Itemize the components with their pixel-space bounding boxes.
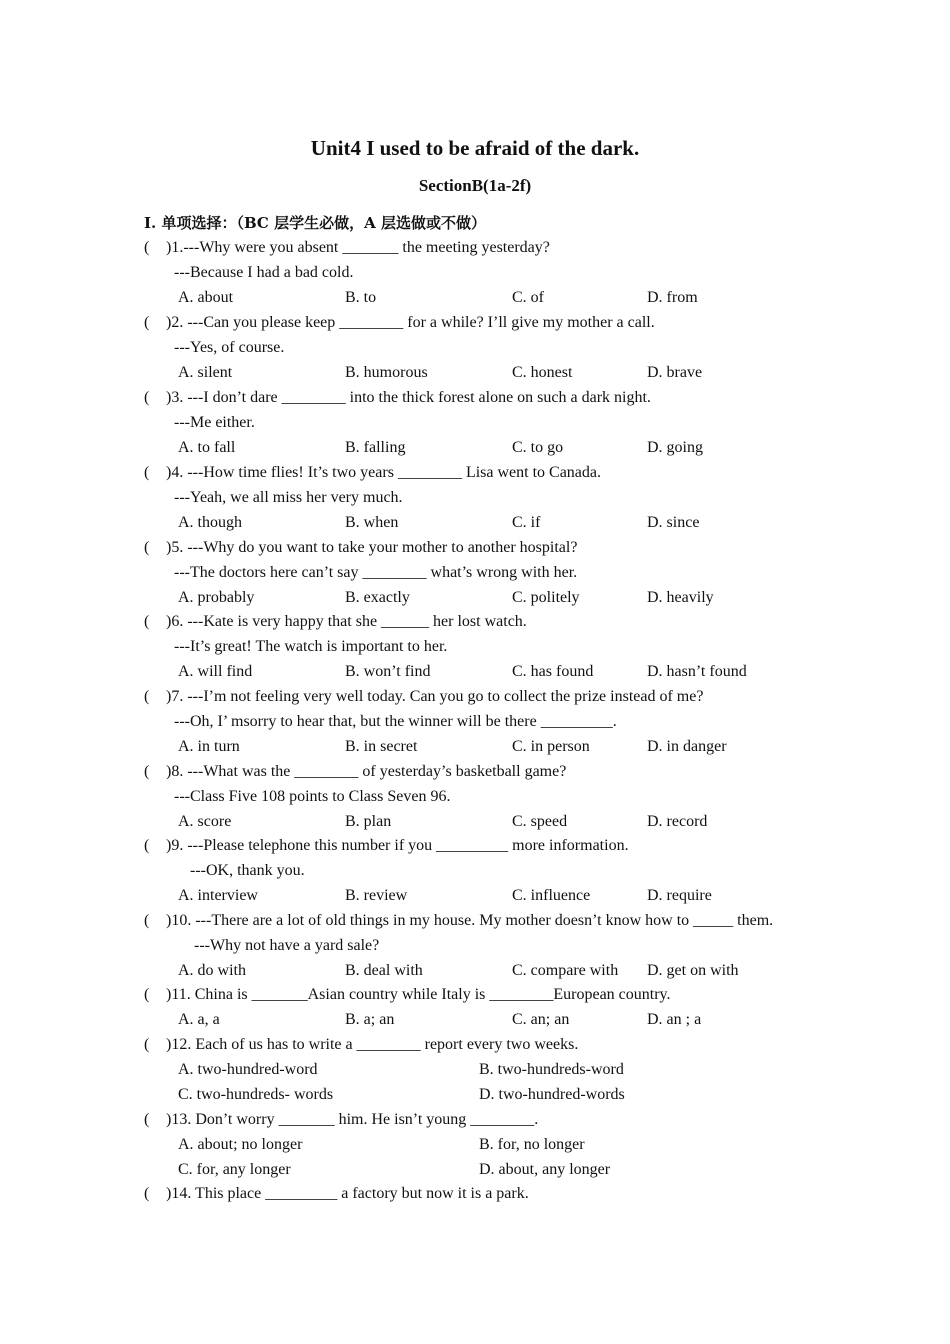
option-a[interactable]: A. to fall <box>178 439 236 456</box>
reply-text: ---Class Five 108 points to Class Seven 96. <box>174 788 451 805</box>
options-row <box>0 884 950 908</box>
question-stem <box>0 909 950 933</box>
options-row <box>0 1083 950 1107</box>
option-b[interactable]: B. plan <box>345 813 392 830</box>
option-c[interactable]: C. politely <box>512 589 580 606</box>
question-text: )5. ---Why do you want to take your mother to another hospital? <box>166 539 578 556</box>
question-reply <box>0 486 950 510</box>
answer-paren[interactable]: ( <box>144 539 150 556</box>
option-c[interactable]: C. to go <box>512 439 564 456</box>
question-reply <box>0 635 950 659</box>
reply-text: ---The doctors here can’t say ________ what’s wrong with her. <box>174 564 578 581</box>
question-text: )14. This place _________ a factory but now it is a park. <box>166 1185 529 1202</box>
options-row <box>0 660 950 684</box>
option-b[interactable]: B. falling <box>345 439 406 456</box>
option-d[interactable]: D. going <box>647 439 703 456</box>
option-c[interactable]: C. two-hundreds- words <box>178 1086 334 1103</box>
option-a[interactable]: A. in turn <box>178 738 240 755</box>
question-text: )4. ---How time flies! It’s two years ________ Lisa went to Canada. <box>166 464 602 481</box>
question-stem <box>0 610 950 634</box>
options-row <box>0 1133 950 1157</box>
option-b[interactable]: B. for, no longer <box>479 1136 585 1153</box>
option-c[interactable]: C. has found <box>512 663 594 680</box>
option-d[interactable]: D. two-hundred-words <box>479 1086 625 1103</box>
question-reply <box>0 785 950 809</box>
question-text: )6. ---Kate is very happy that she ______ her lost watch. <box>166 613 527 630</box>
question-reply <box>0 710 950 734</box>
question-stem <box>0 685 950 709</box>
option-c[interactable]: C. of <box>512 289 544 306</box>
question-stem <box>0 1108 950 1132</box>
question-text: )3. ---I don’t dare ________ into the thick forest alone on such a dark night. <box>166 389 651 406</box>
question-stem <box>0 311 950 335</box>
answer-paren[interactable]: ( <box>144 986 150 1003</box>
option-c[interactable]: C. if <box>512 514 541 531</box>
options-row <box>0 735 950 759</box>
options-row <box>0 810 950 834</box>
option-a[interactable]: A. interview <box>178 887 258 904</box>
answer-paren[interactable]: ( <box>144 1036 150 1053</box>
answer-paren[interactable]: ( <box>144 912 150 929</box>
option-b[interactable]: B. two-hundreds-word <box>479 1061 624 1078</box>
answer-paren[interactable]: ( <box>144 1111 150 1128</box>
answer-paren[interactable]: ( <box>144 763 150 780</box>
option-b[interactable]: B. in secret <box>345 738 418 755</box>
option-b[interactable]: B. deal with <box>345 962 423 979</box>
option-b[interactable]: B. won’t find <box>345 663 431 680</box>
reply-text: ---OK, thank you. <box>190 862 305 879</box>
option-d[interactable]: D. since <box>647 514 700 531</box>
answer-paren[interactable]: ( <box>144 837 150 854</box>
option-d[interactable]: D. record <box>647 813 708 830</box>
question-text: )8. ---What was the ________ of yesterday’s basketball game? <box>166 763 567 780</box>
question-reply <box>0 859 950 883</box>
question-text: )13. Don’t worry _______ him. He isn’t young ________. <box>166 1111 539 1128</box>
question-stem <box>0 1182 950 1206</box>
reply-text: ---Me either. <box>174 414 255 431</box>
option-d[interactable]: D. hasn’t found <box>647 663 747 680</box>
question-reply <box>0 336 950 360</box>
option-d[interactable]: D. brave <box>647 364 703 381</box>
question-text: )10. ---There are a lot of old things in my house. My mother doesn’t know how to _____ them. <box>166 912 774 929</box>
section-heading: I. 单项选择：（BC 层学生必做，A 层选做或不做） <box>144 214 486 232</box>
option-a[interactable]: A. two-hundred-word <box>178 1061 318 1078</box>
option-c[interactable]: C. for, any longer <box>178 1161 291 1178</box>
option-a[interactable]: A. about; no longer <box>178 1136 303 1153</box>
page-title: Unit4 I used to be afraid of the dark. <box>310 136 640 160</box>
option-a[interactable]: A. score <box>178 813 232 830</box>
option-a[interactable]: A. about <box>178 289 234 306</box>
option-a[interactable]: A. though <box>178 514 242 531</box>
answer-paren[interactable]: ( <box>144 389 150 406</box>
option-d[interactable]: D. require <box>647 887 712 904</box>
question-stem <box>0 386 950 410</box>
question-text: )9. ---Please telephone this number if you _________ more information. <box>166 837 629 854</box>
option-d[interactable]: D. in danger <box>647 738 727 755</box>
question-stem <box>0 834 950 858</box>
option-c[interactable]: C. an; an <box>512 1011 570 1028</box>
option-d[interactable]: D. about, any longer <box>479 1161 611 1178</box>
option-d[interactable]: D. heavily <box>647 589 714 606</box>
option-a[interactable]: A. a, a <box>178 1011 220 1028</box>
question-stem <box>0 760 950 784</box>
page-subtitle: SectionB(1a-2f) <box>418 176 532 195</box>
question-reply <box>0 934 950 958</box>
question-stem <box>0 1033 950 1057</box>
answer-paren[interactable]: ( <box>144 1185 150 1202</box>
answer-paren[interactable]: ( <box>144 314 150 331</box>
option-d[interactable]: D. from <box>647 289 698 306</box>
question-text: )2. ---Can you please keep ________ for a while? I’ll give my mother a call. <box>166 314 655 331</box>
reply-text: ---Why not have a yard sale? <box>194 937 380 954</box>
question-text: )11. China is _______Asian country while Italy is ________European country. <box>166 986 671 1003</box>
options-row <box>0 511 950 535</box>
option-d[interactable]: D. an ; a <box>647 1011 702 1028</box>
option-c[interactable]: C. speed <box>512 813 568 830</box>
option-a[interactable]: A. probably <box>178 589 255 606</box>
option-b[interactable]: B. review <box>345 887 408 904</box>
option-b[interactable]: B. to <box>345 289 377 306</box>
options-row <box>0 1058 950 1082</box>
reply-text: ---Yeah, we all miss her very much. <box>174 489 403 506</box>
option-a[interactable]: A. will find <box>178 663 253 680</box>
reply-text: ---Yes, of course. <box>174 339 285 356</box>
option-b[interactable]: B. exactly <box>345 589 410 606</box>
answer-paren[interactable]: ( <box>144 688 150 705</box>
question-text: )12. Each of us has to write a ________ report every two weeks. <box>166 1036 579 1053</box>
question-stem <box>0 236 950 260</box>
options-row <box>0 586 950 610</box>
option-b[interactable]: B. when <box>345 514 399 531</box>
options-row <box>0 286 950 310</box>
option-c[interactable]: C. honest <box>512 364 573 381</box>
reply-text: ---Because I had a bad cold. <box>174 264 354 281</box>
question-stem <box>0 536 950 560</box>
option-c[interactable]: C. compare with <box>512 962 619 979</box>
option-c[interactable]: C. in person <box>512 738 590 755</box>
option-b[interactable]: B. a; an <box>345 1011 395 1028</box>
options-row <box>0 361 950 385</box>
question-reply <box>0 261 950 285</box>
options-row <box>0 1008 950 1032</box>
options-row <box>0 959 950 983</box>
question-reply <box>0 561 950 585</box>
options-row <box>0 1158 950 1182</box>
option-b[interactable]: B. humorous <box>345 364 428 381</box>
reply-text: ---It’s great! The watch is important to her. <box>174 638 448 655</box>
question-reply <box>0 411 950 435</box>
option-a[interactable]: A. do with <box>178 962 246 979</box>
option-d[interactable]: D. get on with <box>647 962 739 979</box>
answer-paren[interactable]: ( <box>144 239 150 256</box>
option-c[interactable]: C. influence <box>512 887 591 904</box>
question-text: )1.---Why were you absent _______ the meeting yesterday? <box>166 239 550 256</box>
options-row <box>0 436 950 460</box>
answer-paren[interactable]: ( <box>144 613 150 630</box>
option-a[interactable]: A. silent <box>178 364 233 381</box>
answer-paren[interactable]: ( <box>144 464 150 481</box>
question-text: )7. ---I’m not feeling very well today. Can you go to collect the prize instead of me? <box>166 688 704 705</box>
reply-text: ---Oh, I’ msorry to hear that, but the winner will be there _________. <box>174 713 617 730</box>
question-stem <box>0 461 950 485</box>
question-stem <box>0 983 950 1007</box>
